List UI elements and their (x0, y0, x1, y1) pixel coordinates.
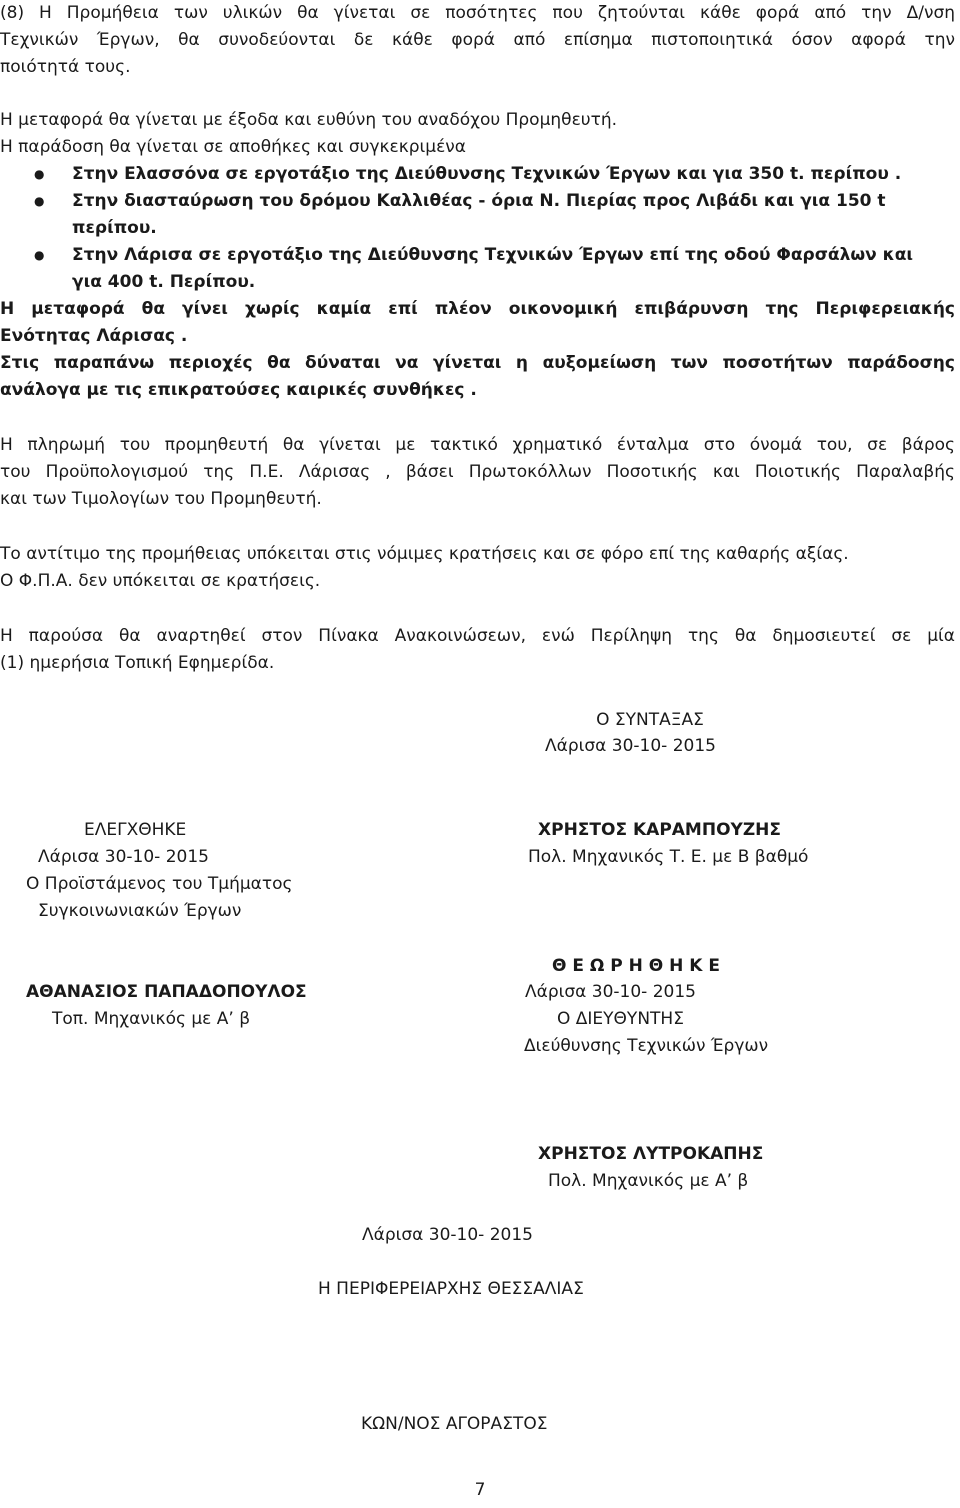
compiled-title: Ο ΣΥΝΤΑΞΑΣ (596, 710, 704, 730)
checked-date: Λάρισα 30-10- 2015 (38, 847, 209, 867)
reviewed-date: Λάρισα 30-10- 2015 (525, 982, 696, 1002)
para-8-line-1: (8) Η Προμήθεια των υλικών θα γίνεται σε ποσότητες που ζητούνται κάθε φορά από την Δ/νση (0, 3, 955, 23)
no-cost-line-1: Η μεταφορά θα γίνει χωρίς καμία επί πλέον οικονομική επιβάρυνση της Περιφερειακής (0, 299, 955, 319)
tax-line-1: Το αντίτιμο της προμήθειας υπόκειται στις νόμιμες κρατήσεις και σε φόρο επί της καθαρής αξίας. (0, 544, 849, 564)
bullet-icon: ● (34, 167, 45, 181)
no-cost-line-2: Ενότητας Λάρισας . (0, 326, 188, 346)
delivery-bullet-1: Στην Ελασσόνα σε εργοτάξιο της Διεύθυνσης Τεχνικών Έργων και για 350 t. περίπου . (72, 164, 902, 184)
checked-rank: Τοπ. Μηχανικός με Α’ β (52, 1009, 251, 1029)
payment-line-2: του Προϋπολογισμού της Π.Ε. Λάρισας , βάσει Πρωτοκόλλων Ποσοτικής και Ποιοτικής Παραλαβής (0, 462, 955, 482)
checked-role-2: Συγκοινωνιακών Έργων (38, 901, 242, 921)
delivery-bullet-3: Στην Λάρισα σε εργοτάξιο της Διεύθυνσης Τεχνικών Έργων επί της οδού Φαρσάλων και (72, 245, 914, 265)
bullet-icon: ● (34, 248, 45, 262)
compiled-date: Λάρισα 30-10- 2015 (545, 736, 716, 756)
reviewed-name: ΧΡΗΣΤΟΣ ΛΥΤΡΟΚΑΠΗΣ (538, 1144, 764, 1164)
payment-line-1: Η πληρωμή του προμηθευτή θα γίνεται με τακτικό χρηματικό ένταλμα στο όνομά του, σε βάρος (0, 435, 955, 455)
delivery-bullet-2-cont: περίπου. (72, 218, 157, 238)
checked-title: ΕΛΕΓΧΘΗΚΕ (84, 820, 187, 840)
transport-text: Η μεταφορά θα γίνεται με έξοδα και ευθύνη του αναδόχου Προμηθευτή. (0, 110, 618, 130)
para-8-line-2: Τεχνικών Έργων, θα συνοδεύονται δε κάθε φορά από επίσημα πιστοποιητικά όσον αφορά την (0, 30, 955, 50)
bullet-icon: ● (34, 194, 45, 208)
para-8-line-3: ποιότητά τους. (0, 57, 131, 77)
publication-line-1: Η παρούσα θα αναρτηθεί στον Πίνακα Ανακοινώσεων, ενώ Περίληψη της θα δημοσιευτεί σε μία (0, 626, 955, 646)
increase-line-1: Στις παραπάνω περιοχές θα δύναται να γίνεται η αυξομείωση των ποσοτήτων παράδοσης (0, 353, 955, 373)
author-name: ΧΡΗΣΤΟΣ ΚΑΡΑΜΠΟΥΖΗΣ (538, 820, 782, 840)
reviewed-role: Ο ΔΙΕΥΘΥΝΤΗΣ (557, 1009, 684, 1029)
delivery-intro: Η παράδοση θα γίνεται σε αποθήκες και συγκεκριμένα (0, 137, 466, 157)
reviewed-rank: Πολ. Μηχανικός με Α’ β (548, 1171, 749, 1191)
author-rank: Πολ. Μηχανικός Τ. Ε. με Β βαθμό (528, 847, 809, 867)
increase-line-2: ανάλογα με τις επικρατούσες καιρικές συνθήκες . (0, 380, 477, 400)
payment-line-3: και των Τιμολογίων του Προμηθευτή. (0, 489, 322, 509)
final-title: Η ΠΕΡΙΦΕΡΕΙΑΡΧΗΣ ΘΕΣΣΑΛΙΑΣ (318, 1279, 584, 1299)
reviewed-title: Θ Ε Ω Ρ Η Θ Η Κ Ε (552, 956, 721, 976)
tax-line-2: Ο Φ.Π.Α. δεν υπόκειται σε κρατήσεις. (0, 571, 321, 591)
publication-line-2: (1) ημερήσια Τοπική Εφημερίδα. (0, 653, 275, 673)
final-name: ΚΩΝ/ΝΟΣ ΑΓΟΡΑΣΤΟΣ (361, 1414, 548, 1434)
delivery-bullet-3-cont: για 400 t. Περίπου. (72, 272, 256, 292)
delivery-bullet-2: Στην διασταύρωση του δρόμου Καλλιθέας - όρια Ν. Πιερίας προς Λιβάδι και για 150 t (72, 191, 886, 211)
reviewed-dept: Διεύθυνσης Τεχνικών Έργων (524, 1036, 769, 1056)
page-number: 7 (474, 1480, 486, 1500)
final-date: Λάρισα 30-10- 2015 (362, 1225, 533, 1245)
checked-name: ΑΘΑΝΑΣΙΟΣ ΠΑΠΑΔΟΠΟΥΛΟΣ (26, 982, 307, 1002)
checked-role-1: Ο Προϊστάμενος του Τμήματος (26, 874, 293, 894)
